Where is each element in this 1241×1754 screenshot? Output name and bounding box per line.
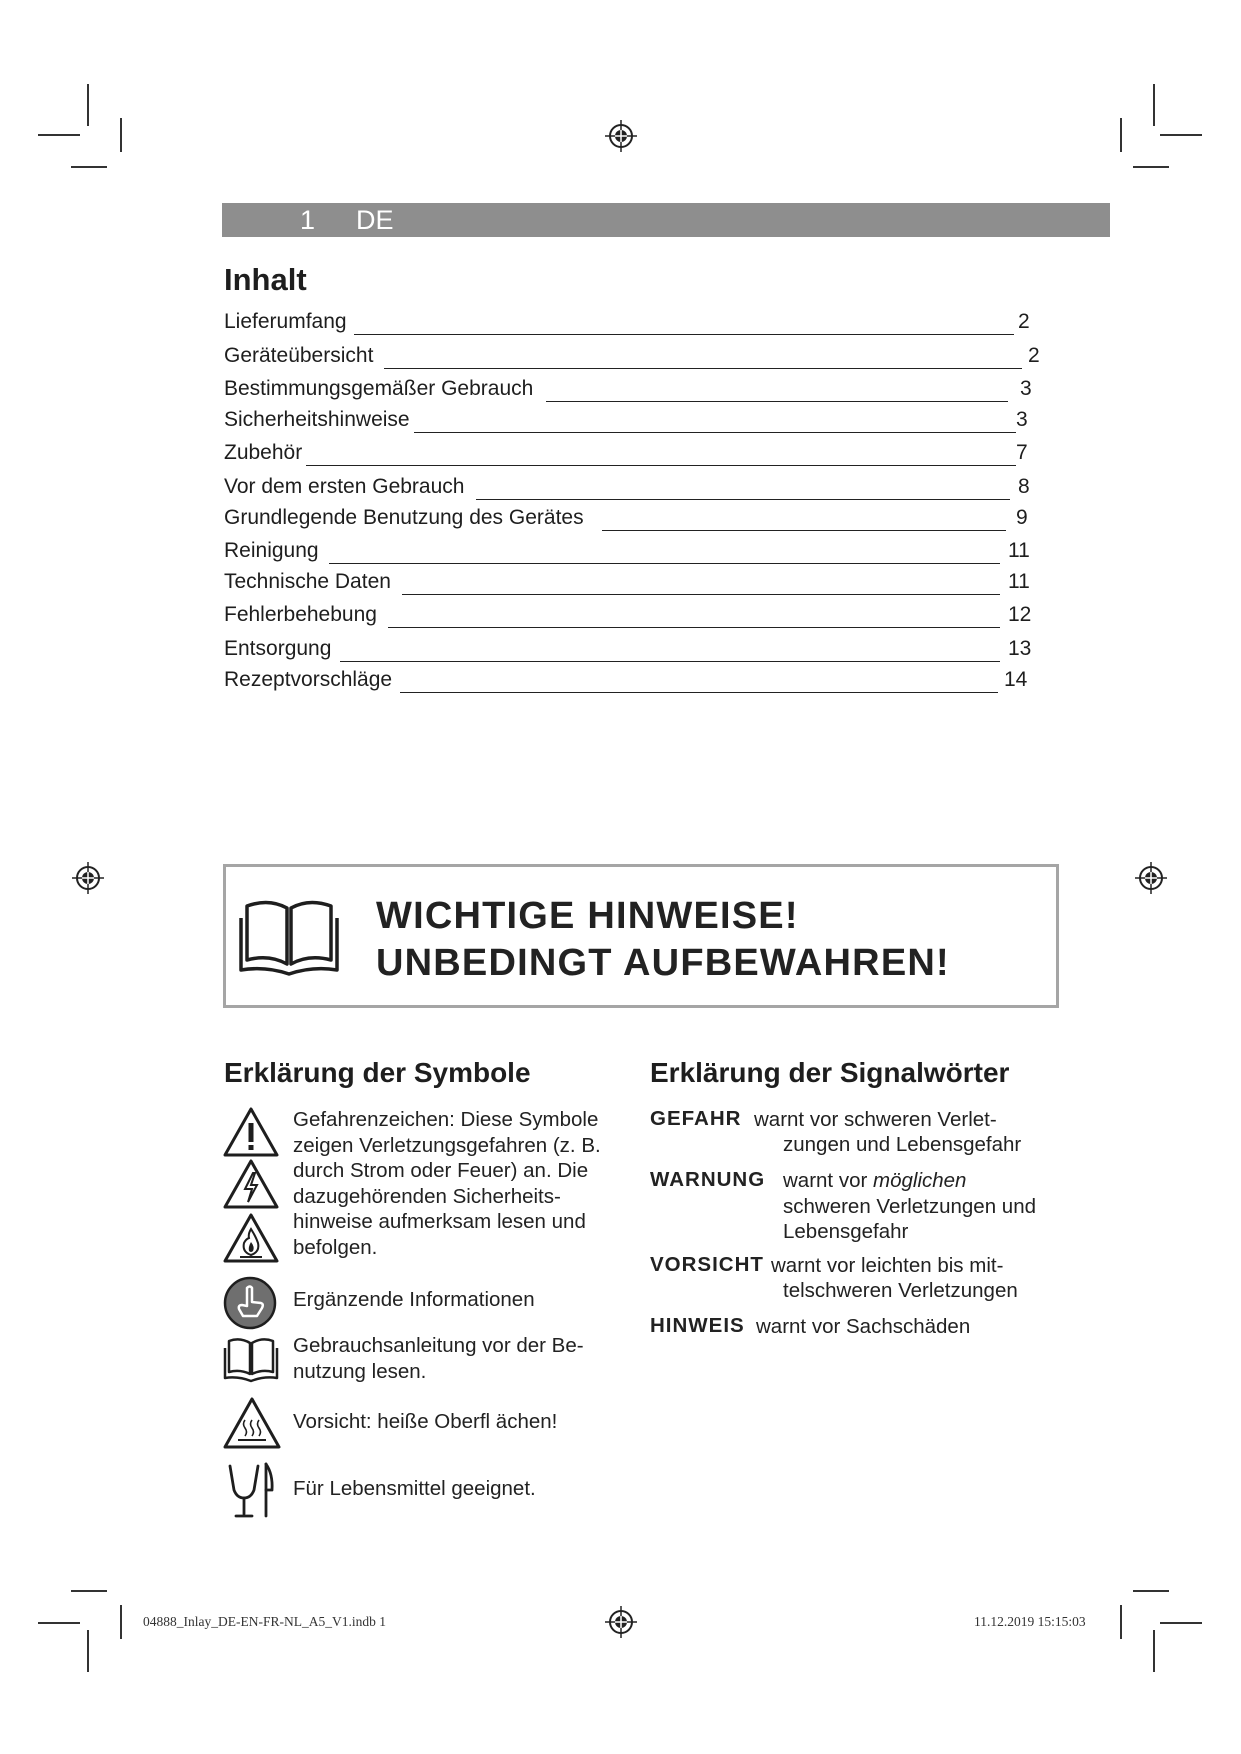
- toc-leader-line: [329, 563, 1000, 564]
- toc-entry-page: 3: [1016, 408, 1028, 431]
- toc-leader-line: [340, 661, 1000, 662]
- toc-entry: [224, 566, 1034, 598]
- notice-line-2: UNBEDINGT AUFBEWAHREN!: [376, 942, 950, 984]
- food-safe-icon: [226, 1460, 276, 1520]
- signal-term: GEFAHR: [650, 1107, 742, 1130]
- footer-filename: 04888_Inlay_DE-EN-FR-NL_A5_V1.indb 1: [143, 1614, 386, 1629]
- toc-leader-line: [546, 401, 1008, 402]
- toc-leader-line: [602, 530, 1006, 531]
- toc-entry-page: 2: [1028, 344, 1040, 367]
- toc-entry: [224, 404, 1032, 436]
- registration-mark-icon: [605, 120, 637, 152]
- toc-entry-label: Entsorgung: [224, 637, 332, 660]
- symbol-description: Vorsicht: heiße Oberfl ächen!: [293, 1410, 558, 1433]
- toc-entry: [224, 664, 1034, 696]
- toc-entry-label: Vor dem ersten Gebrauch: [224, 475, 465, 498]
- info-hand-icon: [223, 1276, 277, 1330]
- toc-entry: [224, 633, 1034, 665]
- symbol-description: Gefahrenzeichen: Diese Symbole zeigen Verletzungsgefahren (z. B. durch Strom oder Feuer) an. Die dazugehörenden Sicherheits- hinweise aufmerksam lesen und befolgen.: [293, 1108, 601, 1259]
- toc-entry-label: Geräteübersicht: [224, 344, 374, 367]
- toc-entry-label: Fehlerbehebung: [224, 603, 377, 626]
- fire-hazard-icon: [222, 1212, 280, 1264]
- hot-surface-icon: [222, 1396, 282, 1450]
- toc-entry: [224, 340, 1042, 372]
- toc-entry-label: Bestimmungsgemäßer Gebrauch: [224, 377, 534, 400]
- electric-hazard-icon: [222, 1158, 280, 1210]
- toc-entry: [224, 437, 1032, 469]
- signal-description: zungen und Lebensgefahr: [783, 1133, 1022, 1156]
- toc-leader-line: [400, 692, 998, 693]
- toc-entry-label: Rezeptvorschläge: [224, 668, 393, 691]
- signal-term: VORSICHT: [650, 1253, 764, 1276]
- registration-mark-icon: [1135, 862, 1167, 894]
- toc-entry-page: 7: [1016, 441, 1028, 464]
- notice-line-1: WICHTIGE HINWEISE!: [376, 895, 799, 937]
- footer-timestamp: 11.12.2019 15:15:03: [974, 1614, 1086, 1629]
- manual-book-icon: [237, 894, 341, 980]
- symbol-description: Ergänzende Informationen: [293, 1288, 535, 1311]
- symbol-description: Gebrauchsanleitung vor der Be- nutzung lesen.: [293, 1334, 584, 1383]
- toc-entry-label: Reinigung: [224, 539, 319, 562]
- signal-description: warnt vor Sachschäden: [756, 1315, 971, 1338]
- toc-entry-page: 9: [1016, 506, 1028, 529]
- toc-entry-page: 2: [1018, 310, 1030, 333]
- toc-entry: [224, 502, 1032, 534]
- toc-leader-line: [306, 465, 1016, 466]
- warning-triangle-icon: [222, 1106, 280, 1158]
- toc-entry-page: 14: [1004, 668, 1028, 691]
- toc-entry: [224, 373, 1032, 405]
- toc-entry-label: Lieferumfang: [224, 310, 347, 333]
- signal-term: WARNUNG: [650, 1168, 766, 1191]
- toc-entry-label: Grundlegende Benutzung des Gerätes: [224, 506, 584, 529]
- signal-description: telschweren Verletzungen: [783, 1279, 1018, 1302]
- toc-leader-line: [384, 368, 1022, 369]
- toc-entry-page: 8: [1018, 475, 1030, 498]
- toc-leader-line: [414, 432, 1016, 433]
- toc-entry-page: 11: [1008, 539, 1030, 562]
- toc-entry-page: 13: [1008, 637, 1032, 660]
- signals-title: Erklärung der Signalwörter: [650, 1057, 1010, 1088]
- toc-entry-label: Sicherheitshinweise: [224, 408, 410, 431]
- toc-entry-label: Technische Daten: [224, 570, 391, 593]
- important-notice-text: [376, 893, 950, 987]
- manual-book-icon: [222, 1334, 280, 1384]
- toc-entry: [224, 535, 1034, 567]
- signal-description: warnt vor schweren Verlet-: [754, 1108, 997, 1131]
- toc-leader-line: [388, 627, 1000, 628]
- symbols-title: Erklärung der Symbole: [224, 1057, 531, 1088]
- toc-leader-line: [402, 594, 1000, 595]
- toc-leader-line: [476, 499, 1010, 500]
- signal-description: warnt vor möglichen schweren Verletzungen und Lebensgefahr: [783, 1169, 1037, 1243]
- registration-mark-icon: [72, 862, 104, 894]
- symbol-description: Für Lebensmittel geeignet.: [293, 1477, 536, 1500]
- toc-entry: [224, 306, 1030, 338]
- page-number: 1: [300, 205, 316, 235]
- toc-entry-page: 12: [1008, 603, 1032, 626]
- registration-mark-icon: [605, 1606, 637, 1638]
- signal-term: HINWEIS: [650, 1314, 745, 1337]
- signal-description: warnt vor leichten bis mit-: [771, 1254, 1004, 1277]
- toc-entry-label: Zubehör: [224, 441, 303, 464]
- toc-entry: [224, 471, 1034, 503]
- toc-entry-page: 3: [1020, 377, 1032, 400]
- toc-leader-line: [354, 334, 1014, 335]
- toc-entry-page: 11: [1008, 570, 1030, 593]
- toc-title: Inhalt: [224, 262, 307, 297]
- toc-entry: [224, 599, 1034, 631]
- language-code: DE: [356, 205, 394, 235]
